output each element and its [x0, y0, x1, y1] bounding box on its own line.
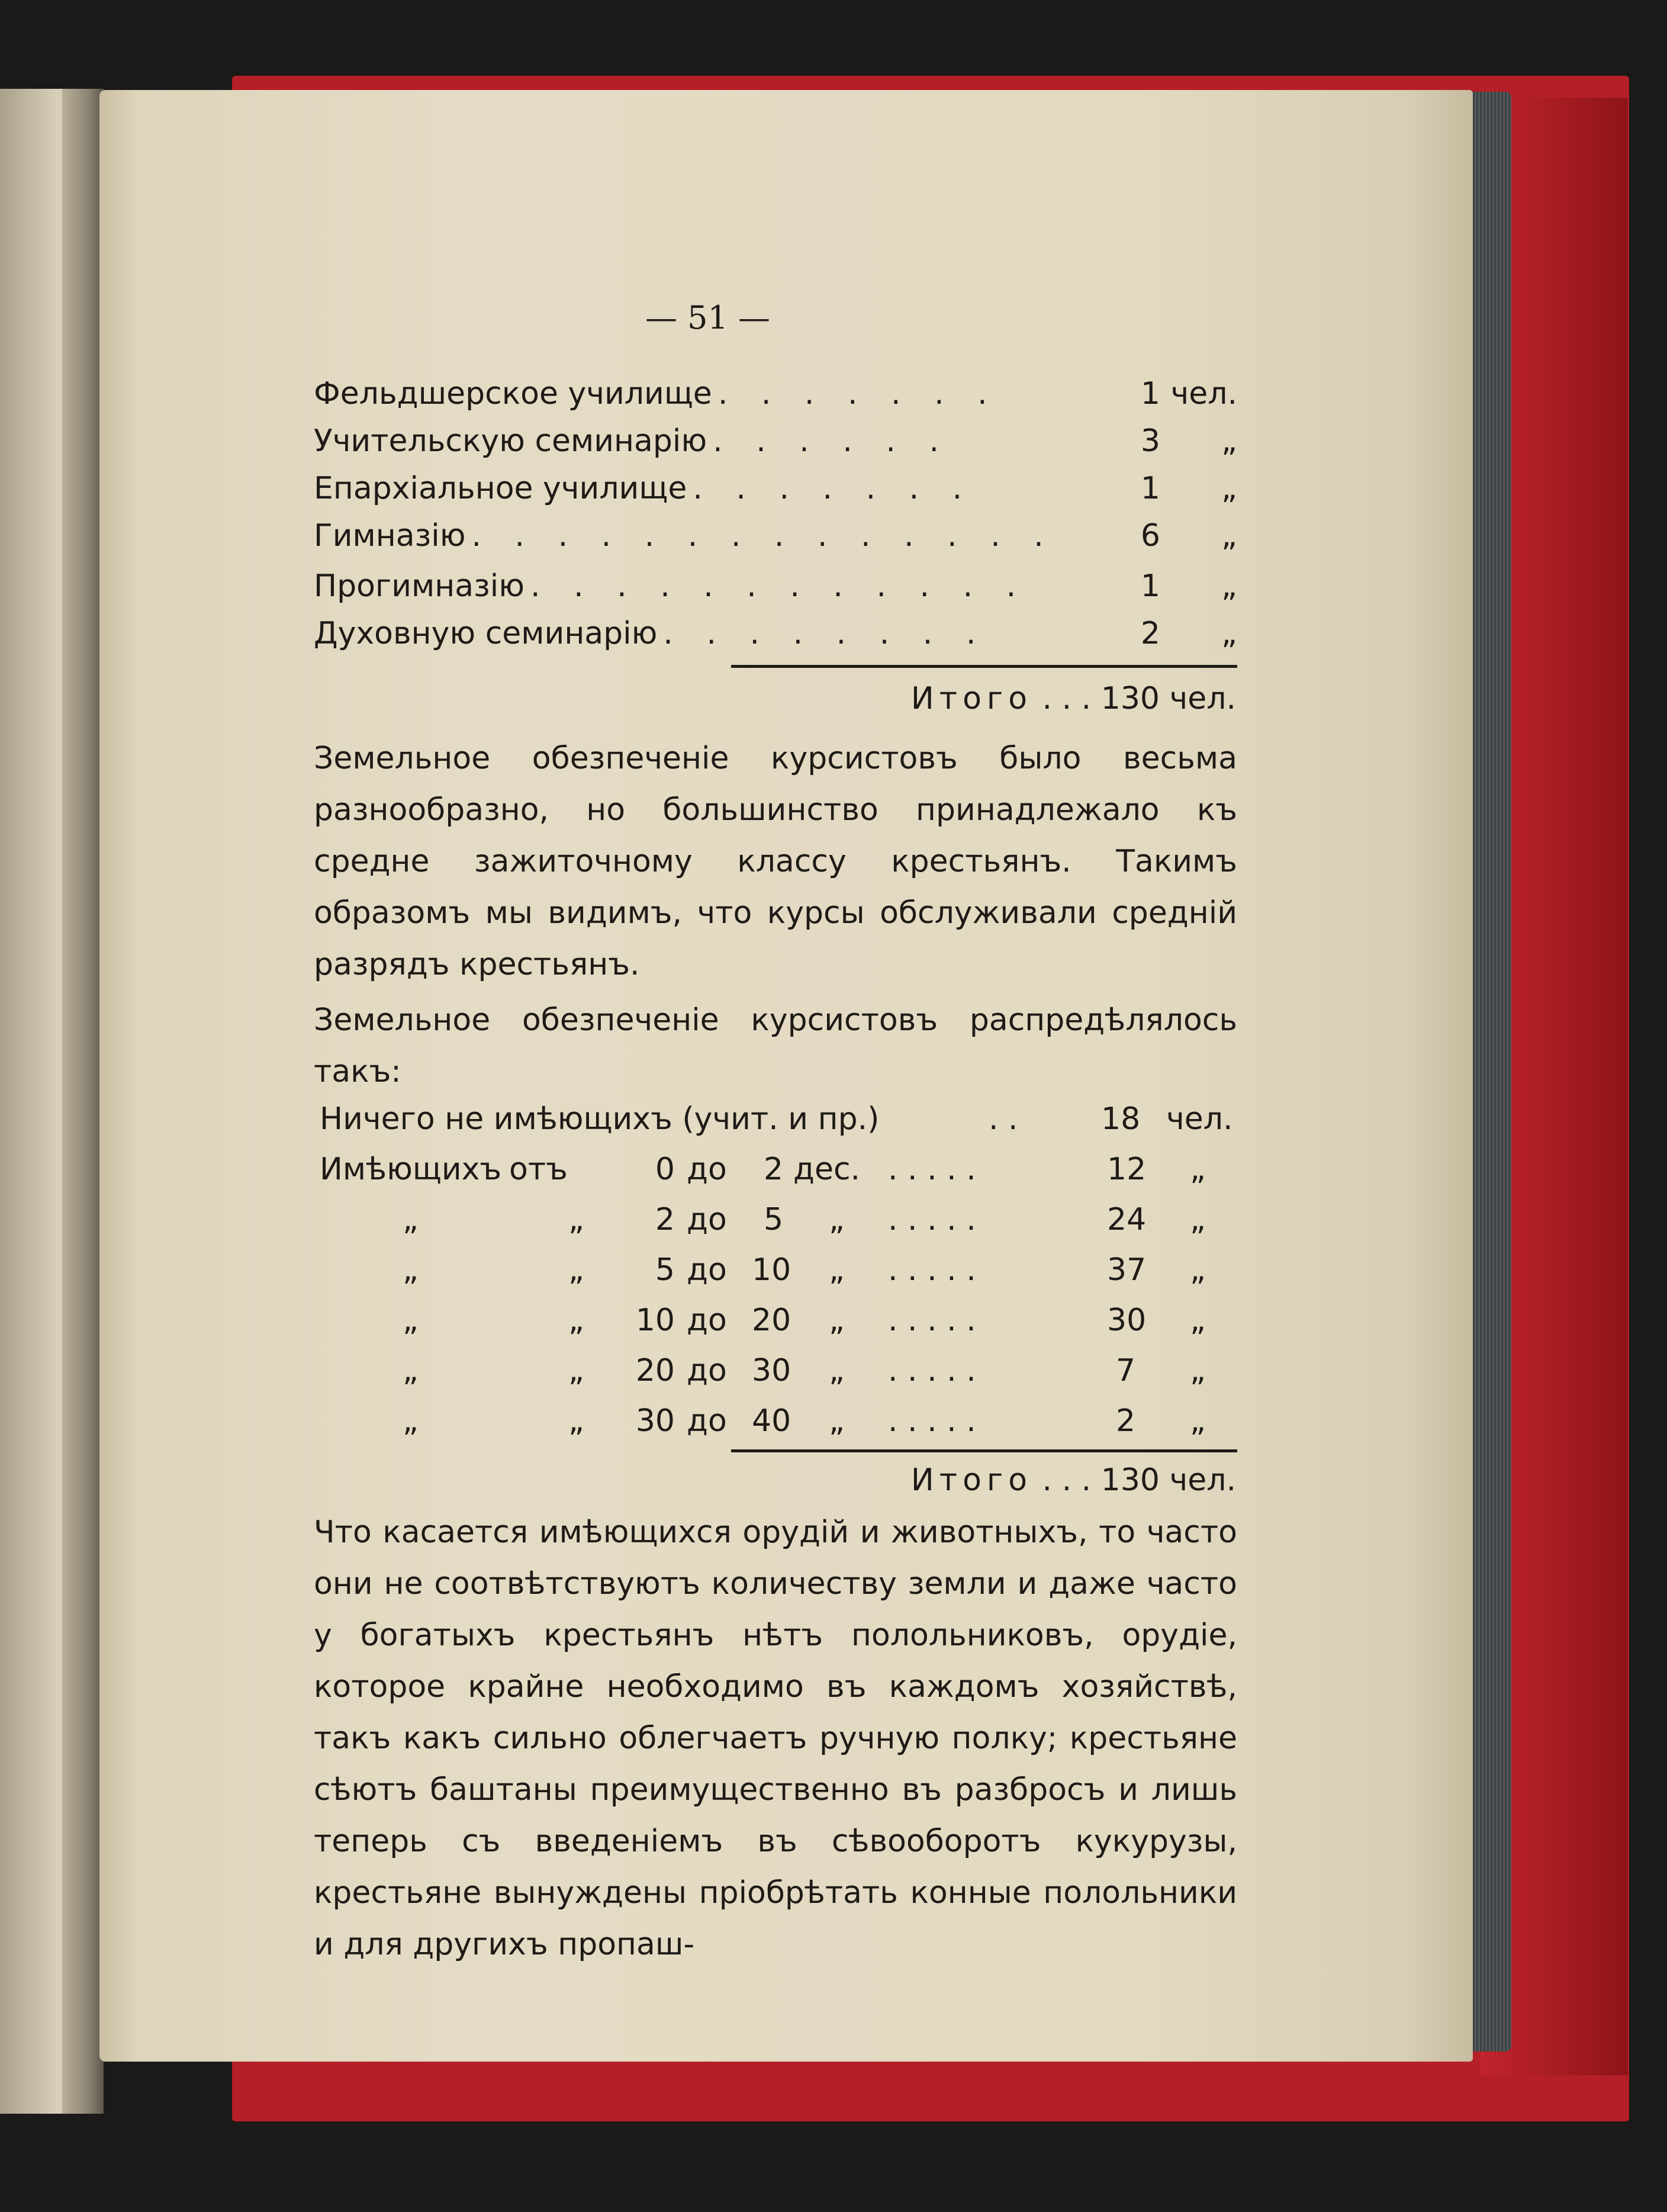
- table-row: [314, 376, 1237, 423]
- ditto-mark: „: [829, 1403, 845, 1439]
- paragraph-text: Земельное обезпеченіе курсистовъ распредѣлялось такъ:: [314, 1002, 1237, 1089]
- from-value: 30: [635, 1403, 675, 1439]
- total-dots: . . .: [1042, 1462, 1092, 1498]
- row-label: Епархіальное училище: [314, 471, 687, 506]
- from-value: 20: [635, 1353, 675, 1388]
- table-row: [314, 616, 1237, 663]
- ditto-mark: „: [403, 1202, 419, 1237]
- row-value: 2: [1116, 1403, 1136, 1439]
- table-row: [320, 1403, 1237, 1451]
- total-word: Итого: [910, 1462, 1033, 1498]
- row-unit: „: [1221, 471, 1237, 506]
- to-value: 2: [764, 1152, 784, 1187]
- leader-dots: . .: [989, 1101, 1018, 1137]
- ditto-mark: „: [829, 1353, 845, 1388]
- page-number: — 51 —: [645, 299, 771, 336]
- leader-dots: . . . . .: [888, 1353, 976, 1388]
- row-label: Духовную семинарію: [314, 616, 658, 651]
- table-row: [314, 471, 1237, 518]
- row-label: Ничего не имѣющихъ (учит. и пр.): [320, 1101, 880, 1137]
- leader-dots: . . . . . . .: [693, 471, 974, 506]
- ditto-mark: „: [403, 1303, 419, 1338]
- ditto-mark: „: [568, 1303, 584, 1338]
- row-unit: „: [1221, 423, 1237, 459]
- to-value: 20: [752, 1303, 791, 1338]
- do-word: до: [687, 1202, 727, 1237]
- paragraph: [314, 733, 1237, 991]
- row-value: 12: [1107, 1152, 1147, 1187]
- row-unit: „: [1221, 616, 1237, 651]
- table-row: [320, 1152, 1237, 1199]
- ditto-mark: „: [829, 1202, 845, 1237]
- unit-suffix: дес.: [793, 1152, 861, 1187]
- row-value: 2: [1140, 616, 1160, 651]
- do-word: до: [687, 1152, 727, 1187]
- do-word: до: [687, 1353, 727, 1388]
- paragraph: [314, 995, 1237, 1098]
- leader-dots: . . . . .: [888, 1152, 976, 1187]
- leader-dots: . . . . . . . .: [663, 616, 988, 651]
- leader-dots: . . . . .: [888, 1252, 976, 1288]
- row-unit: „: [1190, 1152, 1206, 1187]
- table-row: [320, 1353, 1237, 1400]
- row-value: 6: [1140, 518, 1160, 554]
- ditto-mark: „: [568, 1353, 584, 1388]
- row-unit: „: [1190, 1202, 1206, 1237]
- row-value: 18: [1101, 1101, 1141, 1137]
- to-value: 40: [752, 1403, 791, 1439]
- total-value: 130 чел.: [1100, 1462, 1236, 1498]
- sum-rule: [731, 665, 1237, 668]
- row-value: 37: [1107, 1252, 1147, 1288]
- book-spine: [62, 89, 104, 2114]
- from-value: 5: [655, 1252, 675, 1288]
- total-line: [911, 1462, 1236, 1498]
- total-line: [911, 681, 1236, 716]
- row-value: 3: [1140, 423, 1160, 459]
- table-row: [314, 423, 1237, 471]
- to-value: 5: [764, 1202, 784, 1237]
- table-row: [314, 568, 1237, 616]
- from-value: 10: [635, 1303, 675, 1338]
- row-unit: „: [1190, 1403, 1206, 1439]
- do-word: до: [687, 1252, 727, 1288]
- row-unit: „: [1190, 1353, 1206, 1388]
- table-row: [320, 1303, 1237, 1350]
- row-label: Учительскую семинарію: [314, 423, 707, 459]
- leader-dots: . . . . .: [888, 1403, 976, 1439]
- leader-dots: . . . . .: [888, 1303, 976, 1338]
- total-dots: . . .: [1042, 681, 1092, 716]
- do-word: до: [687, 1403, 727, 1439]
- row-value: 30: [1107, 1303, 1147, 1338]
- leader-dots: . . . . . . . . . . . . . .: [471, 518, 1055, 554]
- ditto-mark: „: [403, 1403, 419, 1439]
- row-unit: „: [1190, 1303, 1206, 1338]
- row-label: Гимназію: [314, 518, 466, 554]
- ditto-mark: „: [568, 1202, 584, 1237]
- from-value: 2: [655, 1202, 675, 1237]
- row-unit: „: [1190, 1252, 1206, 1288]
- ditto-mark: „: [829, 1252, 845, 1288]
- row-label: Фельдшерское училище: [314, 376, 712, 411]
- row-label: Имѣющихъ: [320, 1152, 502, 1187]
- ditto-mark: „: [403, 1353, 419, 1388]
- page-edges: [1467, 92, 1511, 2052]
- ditto-mark: „: [568, 1252, 584, 1288]
- row-unit: чел.: [1166, 1101, 1233, 1137]
- row-unit: чел.: [1170, 376, 1237, 411]
- to-value: 10: [752, 1252, 791, 1288]
- table-row: [314, 518, 1237, 565]
- row-value: 24: [1107, 1202, 1147, 1237]
- row-value: 1: [1140, 568, 1160, 604]
- paragraph-text: Земельное обезпеченіе курсистовъ было весьма разнообразно, но большинство принадлежало къ средне зажиточному классу крестьянъ. Такимъ образомъ мы видимъ, что курсы обслуживали среднiй разрядъ крестьянъ.: [314, 741, 1237, 982]
- ditto-mark: „: [829, 1303, 845, 1338]
- table-row: [320, 1252, 1237, 1300]
- row-value: 1: [1140, 376, 1160, 411]
- leader-dots: . . . . . .: [713, 423, 951, 459]
- row-label: Прогимназію: [314, 568, 525, 604]
- row-unit: „: [1221, 518, 1237, 554]
- from-value: 0: [655, 1152, 675, 1187]
- leader-dots: . . . . . . . . . . . .: [530, 568, 1028, 604]
- row-value: 7: [1116, 1353, 1136, 1388]
- paragraph: [314, 1507, 1237, 1970]
- row-value: 1: [1140, 471, 1160, 506]
- to-value: 30: [752, 1353, 791, 1388]
- do-word: до: [687, 1303, 727, 1338]
- total-word: Итого: [910, 681, 1033, 716]
- row-unit: „: [1221, 568, 1237, 604]
- total-value: 130 чел.: [1100, 681, 1236, 716]
- from-word: отъ: [509, 1152, 568, 1187]
- leader-dots: . . . . .: [888, 1202, 976, 1237]
- leader-dots: . . . . . . .: [717, 376, 999, 411]
- table-row: [320, 1101, 1237, 1149]
- table-row: [320, 1202, 1237, 1249]
- ditto-mark: „: [568, 1403, 584, 1439]
- ditto-mark: „: [403, 1252, 419, 1288]
- sum-rule: [731, 1449, 1237, 1452]
- paragraph-text: Что касается имѣющихся орудій и животныхъ, то часто они не соотвѣтствуютъ количеству земли и даже часто у богатыхъ крестьянъ нѣтъ полольниковъ, орудіе, которое крайне необходимо въ каждомъ хозяйствѣ, такъ какъ сильно облегчаетъ ручную полку; крестьяне сѣютъ баштаны преимущественно въ разбросъ и лишь теперь съ введеніемъ въ сѣвооборотъ кукурузы, крестьяне вынуждены пріобрѣтать конные полольники и для другихъ пропаш-: [314, 1515, 1237, 1962]
